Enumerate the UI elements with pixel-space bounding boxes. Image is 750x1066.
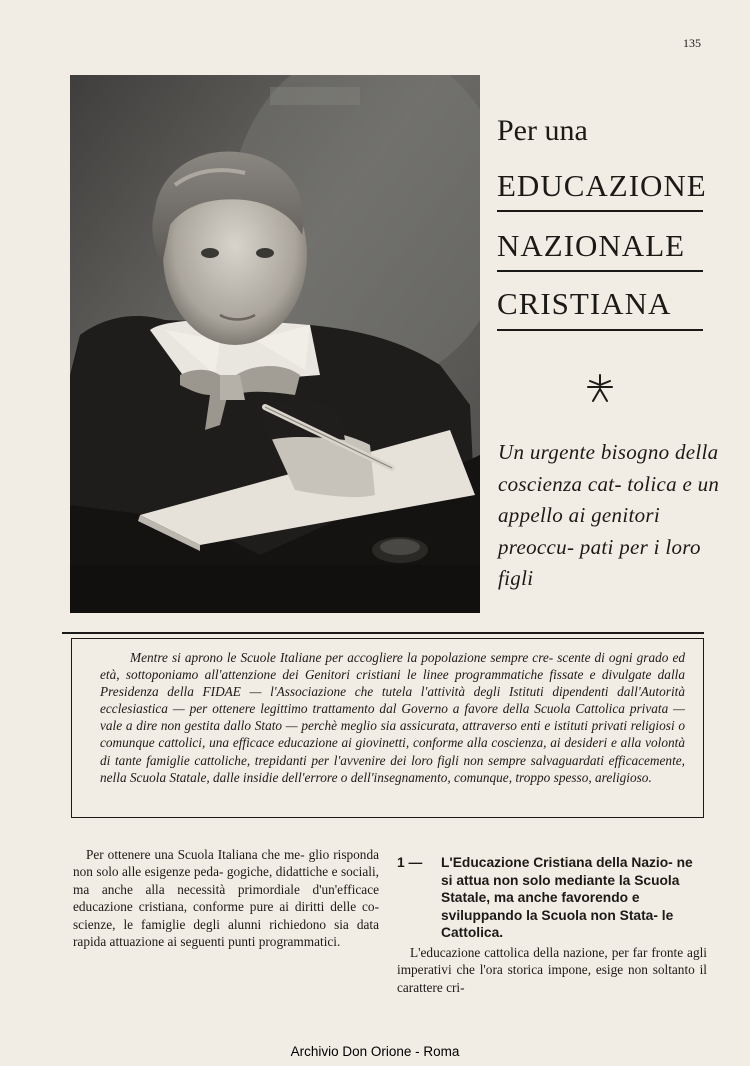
title-rule (497, 329, 703, 331)
title-line-2: EDUCAZIONE (497, 168, 707, 203)
section-divider (62, 632, 704, 634)
title-rule (497, 270, 703, 272)
intro-box (71, 638, 704, 818)
asterisk-ornament-icon (584, 373, 616, 403)
article-subtitle: Un urgente bisogno della coscienza cat- tolica e un appello ai genitori preoccu- pati per i loro figli (498, 440, 720, 590)
intro-paragraph: Mentre si aprono le Scuole Italiane per accogliere la popolazione sempre cre- scente di ogni grado ed età, sottoponiamo all'attenzione dei Genitori cristiani le linee programmatiche fissate e divulgate dalla Presidenza della FIDAE — l'Associazione che tutela l'attività degli Istituti dipendenti dall'Autorità ecclesiastica — per ottenere legittimo trattamento dal Governo a favore della Scuola Cattolica privata — vale a dire non gestita dallo Stato — perchè meglio sia assicurata, attraverso enti e istituti privati religiosi o comunque cattolici, una efficace educazione ai giovinetti, conforme alla coscienza, ai desideri e alla volontà di tante famiglie cattoliche, trepidanti per l'avvenire dei loro figli non sempre salvaguardati efficacemente, nella Scuola Statale, dalle insidie dell'errore o dell'insegnamento, comunque, troppo spesso, areligioso. (100, 650, 685, 785)
title-line-4: CRISTIANA (497, 286, 672, 321)
title-line-3: NAZIONALE (497, 228, 686, 263)
title-line-1: Per una (497, 114, 588, 147)
section-body-paragraph: L'educazione cattolica della nazione, per far fronte agli imperativi che l'ora storica impone, esige non soltanto il carattere cri- (397, 945, 707, 995)
section-title: L'Educazione Cristiana della Nazio- ne si attua non solo mediante la Scuola Statale, ma anche favorendo e sviluppando la Scuola non Stata- le Cattolica. (441, 855, 693, 940)
section-body (397, 944, 707, 996)
archive-footer: Archivio Don Orione - Roma (290, 1044, 460, 1059)
photo-boy-writing (70, 75, 480, 613)
title-rule (497, 210, 703, 212)
section-heading (397, 854, 707, 942)
left-column-paragraph: Per ottenere una Scuola Italiana che me- glio risponda non solo alle esigenze peda- gogiche, didattiche e sociali, ma anche alla necessità primordiale d'un'efficace educazione cristiana, conforme pure ai diritti delle co- scienze, le famiglie degli alunni richiedono sia data rapida attuazione ai seguenti punti programmatici. (73, 847, 379, 950)
section-number: 1 — (397, 855, 423, 870)
page-number: 135 (683, 36, 701, 50)
left-column (73, 846, 379, 950)
